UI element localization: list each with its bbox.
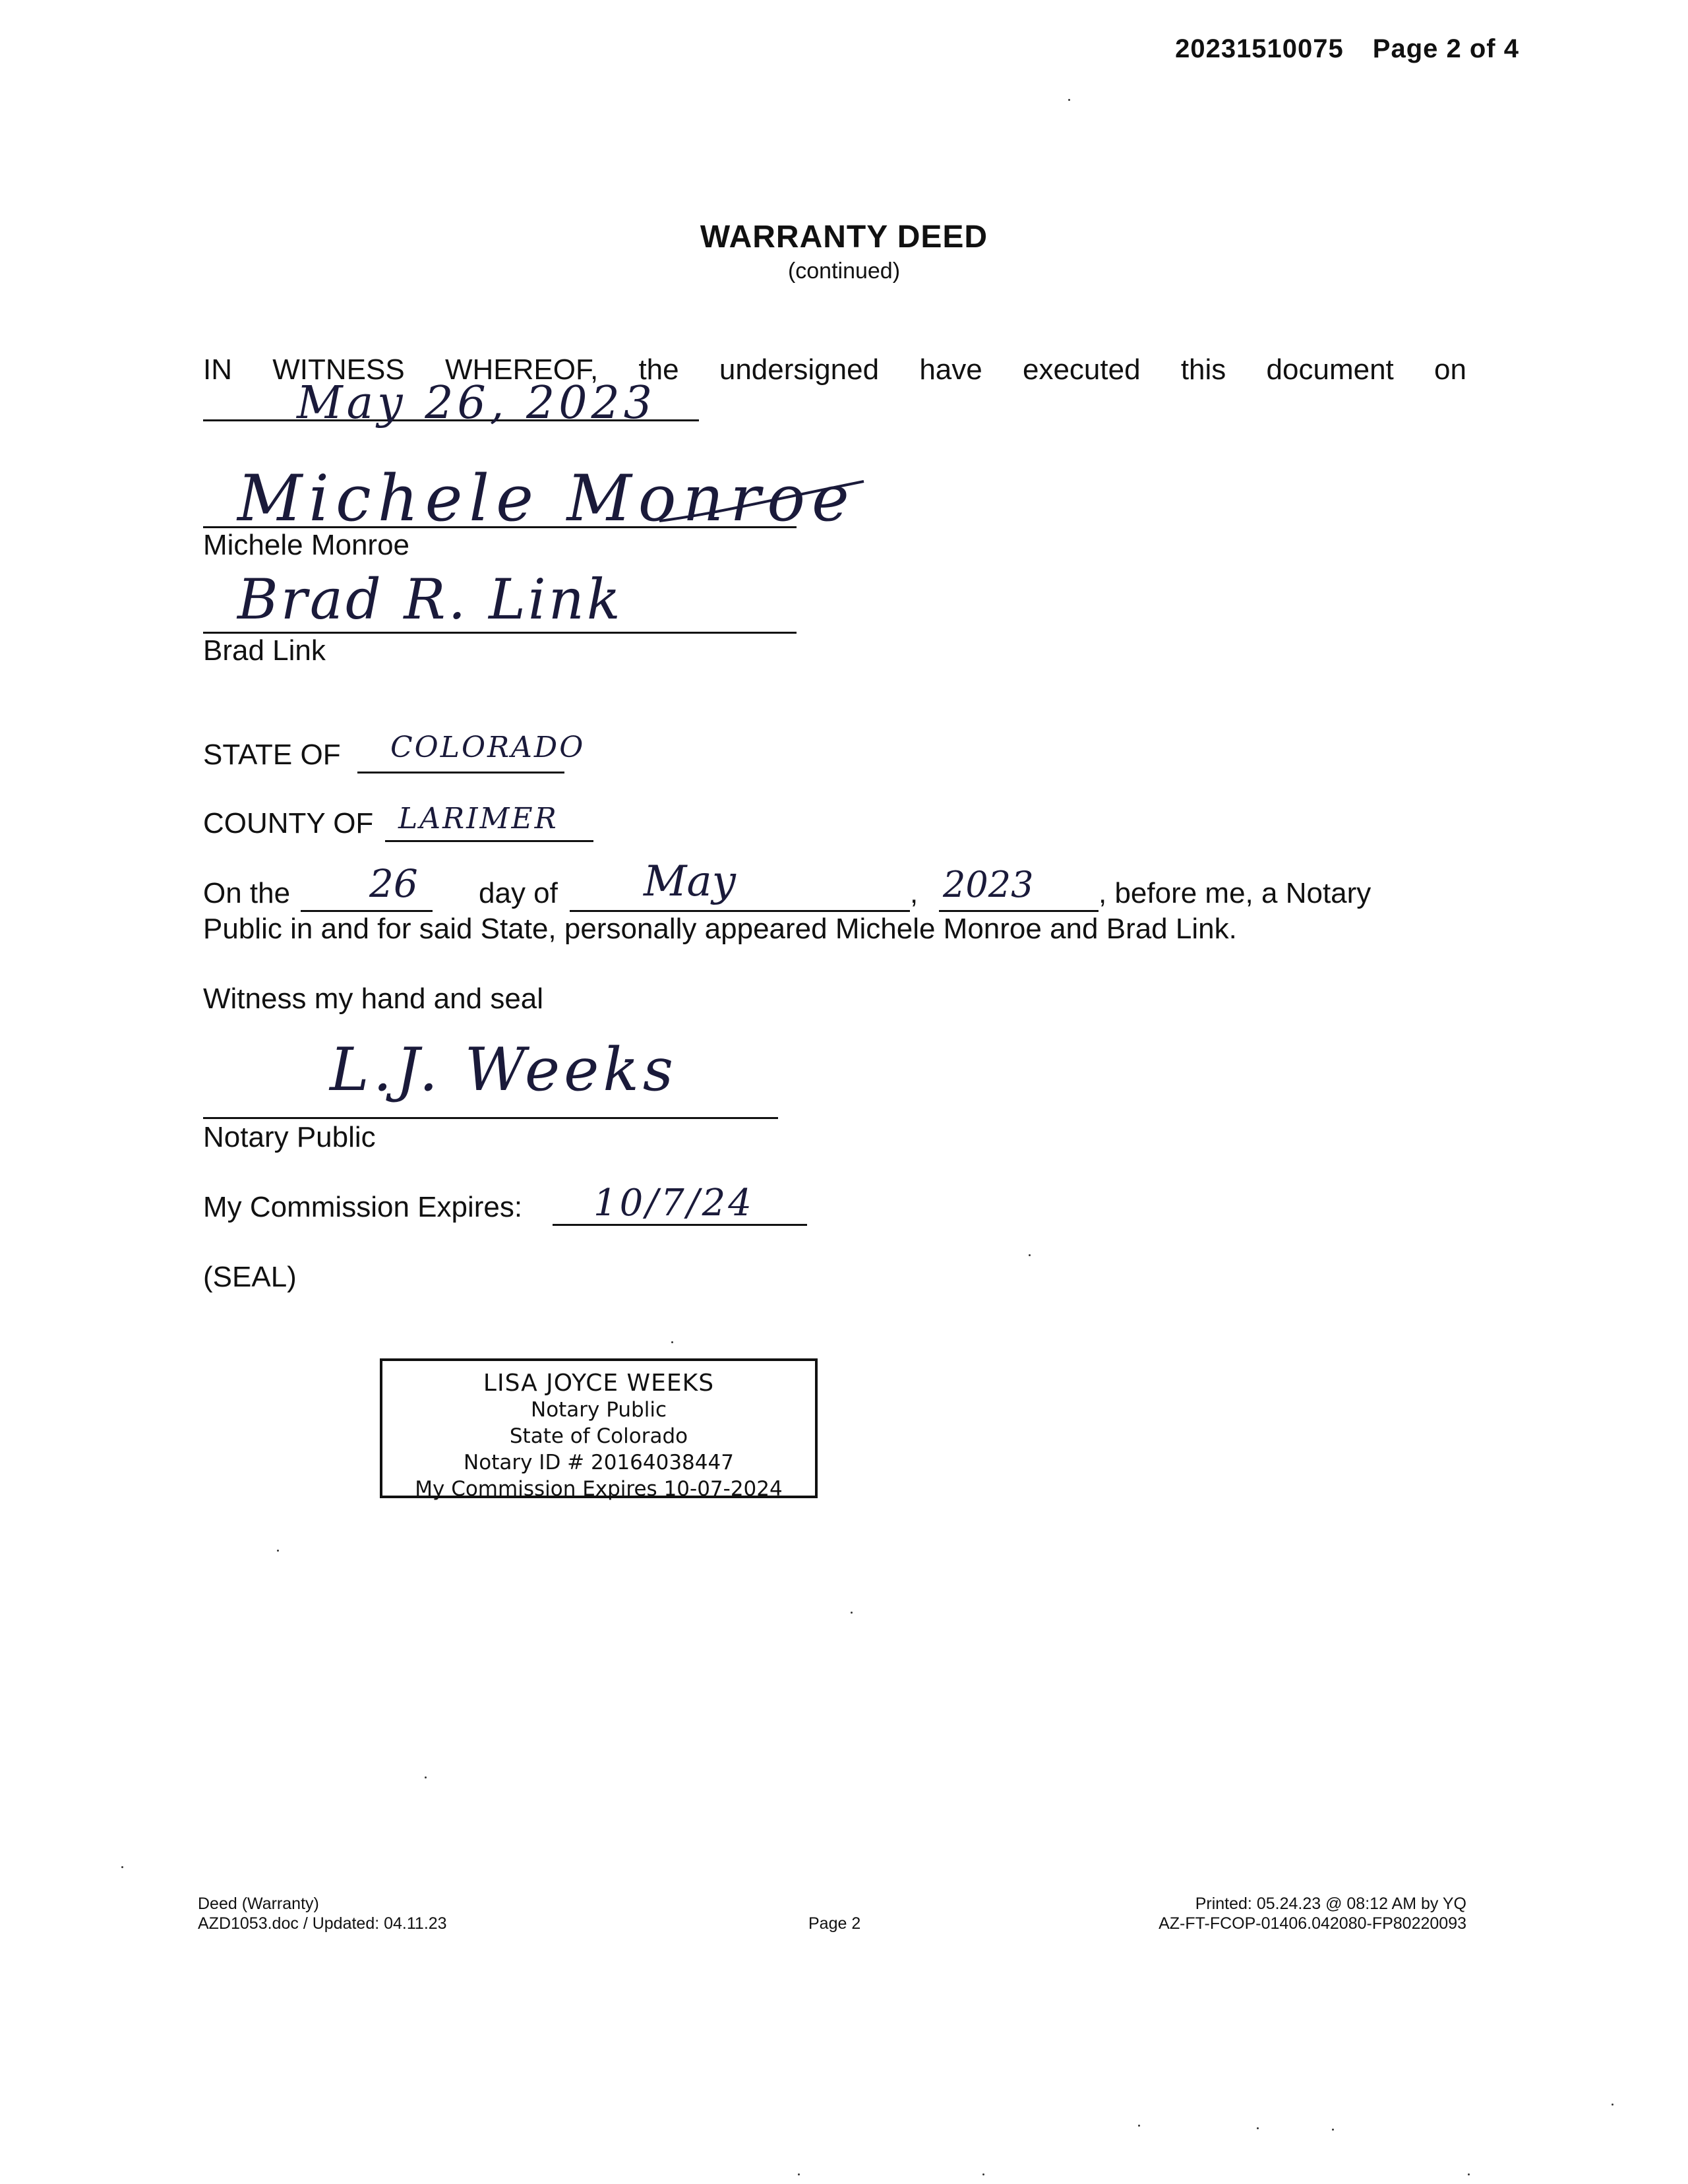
county-value: LARIMER [398,802,558,835]
signature-line-2 [203,632,797,634]
ack-day-line [301,910,433,912]
footer-left [198,1894,447,1933]
stamp-title: Notary Public [531,1398,667,1422]
county-label: COUNTY OF [203,807,374,839]
ack-year-line [939,910,1099,912]
scan-speck [1068,99,1070,101]
notary-stamp [380,1358,818,1501]
ack-line-2: Public in and for said State, personally appeared Michele Monroe and Brad Link. [203,913,1237,945]
stamp-notary-id: Notary ID # 20164038447 [464,1451,734,1474]
signature-line-1 [203,526,797,528]
witness-word: document [1266,353,1394,386]
footer-doc-file: AZD1053.doc / Updated: 04.11.23 [198,1914,447,1933]
witness-word: executed [1022,353,1141,386]
county-line [385,840,593,842]
recording-header [1175,34,1519,64]
witness-word: on [1434,353,1466,386]
witness-word: the [638,353,679,386]
scan-speck [1138,2125,1140,2127]
witness-word: WITNESS [272,353,405,386]
ack-day: 26 [369,861,418,906]
footer-printed: Printed: 05.24.23 @ 08:12 AM by YQ [1195,1895,1466,1913]
scan-speck [121,1866,123,1868]
scan-speck [425,1776,427,1778]
document-title: WARRANTY DEED [700,220,988,255]
notary-label: Notary Public [203,1121,376,1153]
scan-speck [277,1550,279,1552]
ack-before-me: , before me, a Notary [1099,877,1372,909]
witness-word: this [1180,353,1226,386]
commission-value: 10/7/24 [593,1182,754,1225]
notary-signature: L.J. Weeks [330,1035,678,1105]
ack-on-the: On the [203,877,291,909]
state-label: STATE OF [203,739,341,771]
footer-page: Page 2 [808,1914,861,1933]
signature-flourish [659,475,870,528]
scan-speck [1029,1254,1031,1256]
seal-label: (SEAL) [203,1261,297,1293]
ack-year: 2023 [943,864,1034,905]
scan-speck [1612,2104,1613,2106]
state-line [357,772,564,774]
stamp-expires: My Commission Expires 10-07-2024 [415,1477,783,1501]
scan-speck [1468,2173,1470,2175]
page-indicator: Page 2 of 4 [1372,34,1519,63]
commission-label: My Commission Expires: [203,1191,523,1223]
footer-right [1159,1894,1466,1933]
footer-doc-type: Deed (Warranty) [198,1895,319,1913]
scan-speck [671,1341,673,1343]
ack-day-of: day of [479,877,558,909]
signature-michele-monroe: Michele Monroe [237,462,856,535]
scan-speck [851,1612,853,1614]
stamp-state: State of Colorado [509,1424,688,1448]
execution-date-handwritten: May 26, 2023 [297,377,657,429]
witness-word: IN [203,353,232,386]
witness-word: WHEREOF, [444,353,599,386]
recording-number: 20231510075 [1175,34,1344,63]
scan-speck [982,2173,984,2175]
ack-month: May [644,857,736,906]
signer-name-2: Brad Link [203,634,326,667]
footer-file-number: AZ-FT-FCOP-01406.042080-FP80220093 [1159,1914,1466,1933]
ack-month-line [570,910,910,912]
document-subtitle: (continued) [787,258,901,284]
notary-signature-line [203,1117,778,1119]
signature-brad-link: Brad R. Link [237,567,623,632]
witness-hand-seal: Witness my hand and seal [203,983,544,1015]
signer-name-1: Michele Monroe [203,529,410,561]
stamp-name: LISA JOYCE WEEKS [483,1370,715,1397]
ack-comma: , [910,877,919,909]
witness-word: have [919,353,982,386]
scan-speck [1257,2127,1259,2129]
scan-speck [1332,2129,1334,2131]
state-value: COLORADO [390,731,586,764]
witness-word: undersigned [719,353,880,386]
scan-speck [798,2173,800,2175]
